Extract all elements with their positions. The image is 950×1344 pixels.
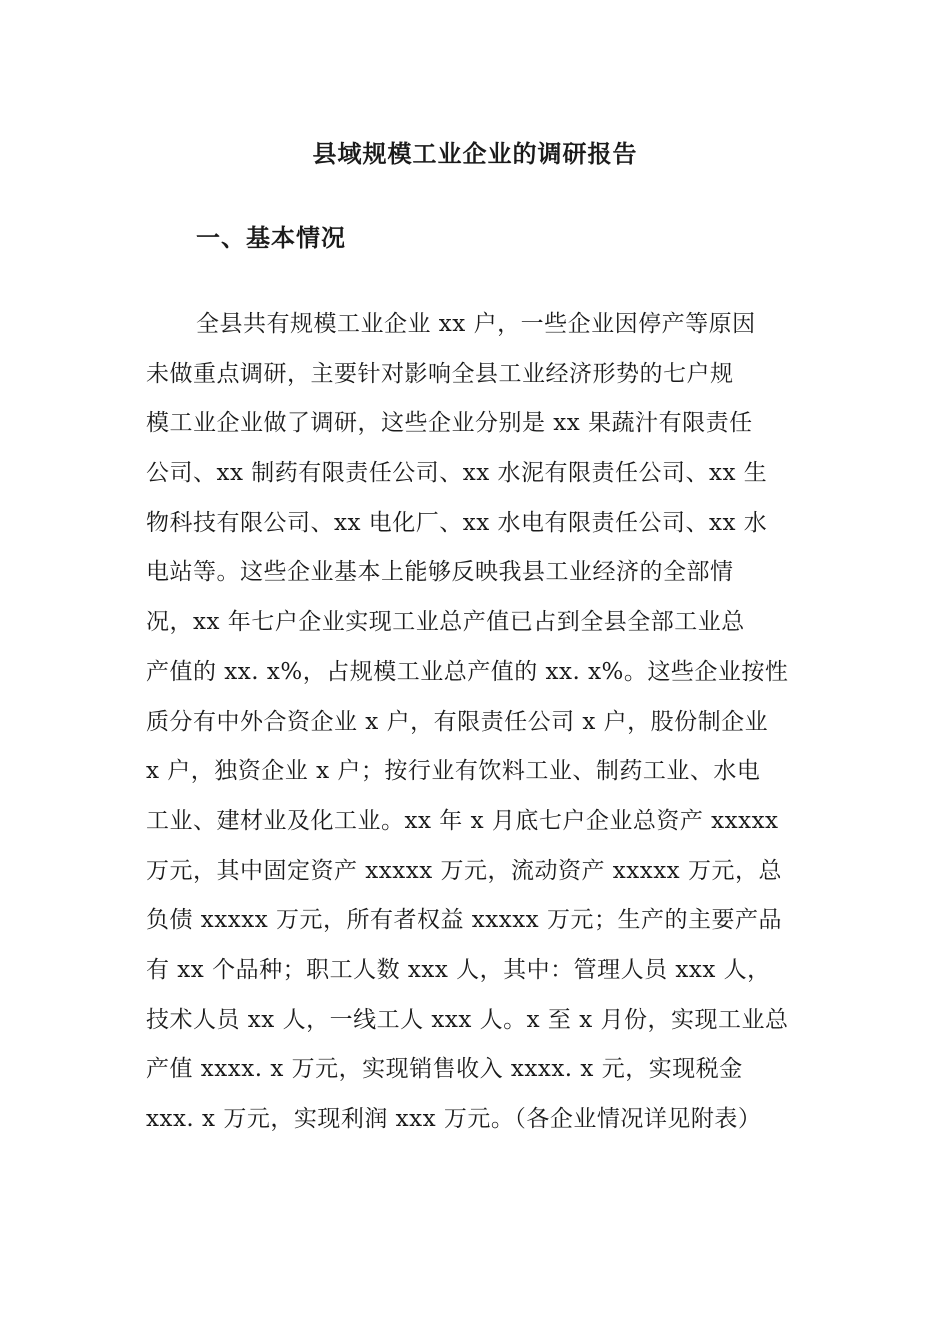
body-paragraph bbox=[146, 300, 806, 1145]
paragraph-line: 产值 xxxx. x 万元，实现销售收入 xxxx. x 元，实现税金 bbox=[146, 1056, 743, 1083]
paragraph-line: x 户，独资企业 x 户；按行业有饮料工业、制药工业、水电 bbox=[146, 758, 761, 785]
paragraph-line: 况，xx 年七户企业实现工业总产值已占到全县全部工业总 bbox=[146, 609, 745, 636]
paragraph-line: 未做重点调研，主要针对影响全县工业经济形势的七户规 bbox=[146, 360, 734, 387]
paragraph-line: 全县共有规模工业企业 xx 户，一些企业因停产等原因 bbox=[196, 311, 756, 337]
document-title: 县域规模工业企业的调研报告 bbox=[312, 139, 638, 168]
paragraph-line: 模工业企业做了调研，这些企业分别是 xx 果蔬汁有限责任 bbox=[146, 410, 753, 437]
paragraph-line: 产值的 xx. x%，占规模工业总产值的 xx. x%。这些企业按性 bbox=[146, 658, 789, 685]
paragraph-line: xxx. x 万元，实现利润 xxx 万元。（各企业情况详见附表） bbox=[146, 1106, 762, 1132]
paragraph-line: 物科技有限公司、xx 电化厂、xx 水电有限责任公司、xx 水 bbox=[146, 509, 768, 536]
section-heading: 一、基本情况 bbox=[196, 223, 346, 252]
paragraph-line: 公司、xx 制药有限责任公司、xx 水泥有限责任公司、xx 生 bbox=[146, 460, 768, 487]
paragraph-line: 工业、建材业及化工业。xx 年 x 月底七户企业总资产 xxxxx bbox=[146, 807, 779, 834]
paragraph-line: 技术人员 xx 人，一线工人 xxx 人。x 至 x 月份，实现工业总 bbox=[146, 1006, 789, 1033]
paragraph-line: 电站等。这些企业基本上能够反映我县工业经济的全部情 bbox=[146, 559, 734, 586]
paragraph-line: 负债 xxxxx 万元，所有者权益 xxxxx 万元；生产的主要产品 bbox=[146, 907, 782, 934]
paragraph-line: 万元，其中固定资产 xxxxx 万元，流动资产 xxxxx 万元，总 bbox=[146, 857, 782, 884]
paragraph-line: 有 xx 个品种；职工人数 xxx 人，其中：管理人员 xxx 人， bbox=[146, 956, 771, 983]
paragraph-line: 质分有中外合资企业 x 户，有限责任公司 x 户，股份制企业 bbox=[146, 708, 769, 735]
